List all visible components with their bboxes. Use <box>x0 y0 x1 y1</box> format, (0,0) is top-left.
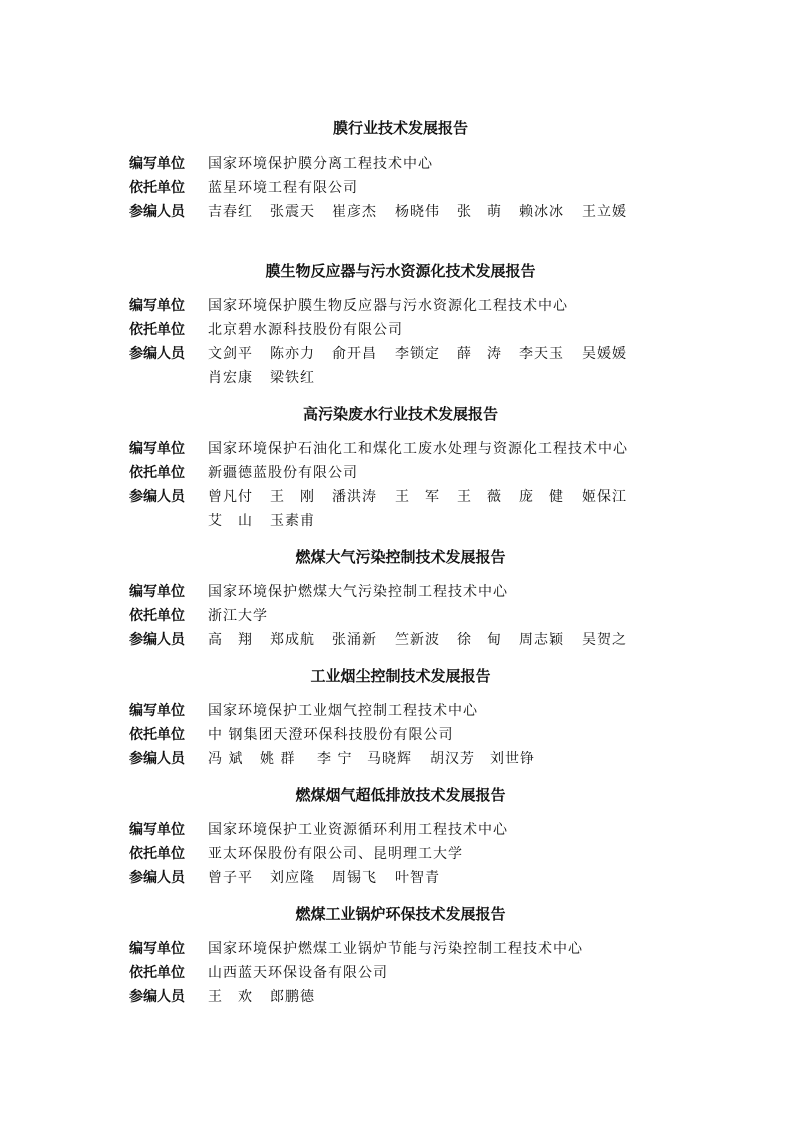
sponsor-value: 亚太环保股份有限公司、昆明理工大学 <box>208 846 463 862</box>
members-label: 参编人员 <box>129 870 185 886</box>
member-name: 刘应隆 <box>270 870 315 886</box>
sponsor-value: 蓝星环境工程有限公司 <box>208 180 358 196</box>
sponsor-value: 北京碧水源科技股份有限公司 <box>208 322 403 338</box>
report-title: 燃煤烟气超低排放技术发展报告 <box>295 786 506 804</box>
compiler-value: 国家环境保护工业资源循环利用工程技术中心 <box>208 822 508 838</box>
members-label: 参编人员 <box>129 346 185 362</box>
compiler-label: 编写单位 <box>129 703 185 719</box>
member-name: 马晓辉 <box>367 751 412 767</box>
member-name: 崔彦杰 <box>332 204 377 220</box>
member-name: 竺新波 <box>395 632 440 648</box>
member-name: 姬保江 <box>582 489 627 505</box>
sponsor-value: 浙江大学 <box>208 608 268 624</box>
member-name: 文剑平 <box>208 346 253 362</box>
member-name: 李 宁 <box>317 751 353 767</box>
compiler-value: 国家环境保护膜生物反应器与污水资源化工程技术中心 <box>208 298 568 314</box>
member-name: 曾凡付 <box>208 489 253 505</box>
member-name: 王立媛 <box>582 204 627 220</box>
sponsor-label: 依托单位 <box>129 608 185 624</box>
member-name: 张震天 <box>270 204 315 220</box>
member-name: 郑成航 <box>270 632 315 648</box>
sponsor-label: 依托单位 <box>129 965 185 981</box>
compiler-label: 编写单位 <box>129 441 185 457</box>
member-name: 陈亦力 <box>270 346 315 362</box>
report-title: 燃煤大气污染控制技术发展报告 <box>295 548 506 566</box>
member-name: 王 欢 <box>208 989 253 1005</box>
member-name: 周志颖 <box>519 632 564 648</box>
member-name: 王 薇 <box>457 489 502 505</box>
member-name: 张 萌 <box>457 204 502 220</box>
member-name: 李天玉 <box>519 346 564 362</box>
compiler-value: 国家环境保护燃煤工业锅炉节能与污染控制工程技术中心 <box>208 941 583 957</box>
compiler-label: 编写单位 <box>129 156 185 172</box>
members-label: 参编人员 <box>129 489 185 505</box>
report-title: 膜生物反应器与污水资源化技术发展报告 <box>265 262 536 280</box>
compiler-value: 国家环境保护石油化工和煤化工废水处理与资源化工程技术中心 <box>208 441 628 457</box>
member-name: 梁铁红 <box>270 370 315 386</box>
members-label: 参编人员 <box>129 989 185 1005</box>
member-name: 郎鹏德 <box>270 989 315 1005</box>
compiler-label: 编写单位 <box>129 941 185 957</box>
compiler-value: 国家环境保护膜分离工程技术中心 <box>208 156 433 172</box>
sponsor-label: 依托单位 <box>129 465 185 481</box>
member-name: 玉素甫 <box>270 513 315 529</box>
member-name: 高 翔 <box>208 632 253 648</box>
member-name: 艾 山 <box>208 513 253 529</box>
member-name: 张涌新 <box>332 632 377 648</box>
member-name: 吉春红 <box>208 204 253 220</box>
compiler-label: 编写单位 <box>129 298 185 314</box>
member-name: 薛 涛 <box>457 346 502 362</box>
compiler-label: 编写单位 <box>129 822 185 838</box>
member-name: 刘世铮 <box>490 751 535 767</box>
member-name: 赖冰冰 <box>519 204 564 220</box>
member-name: 王 军 <box>395 489 440 505</box>
members-label: 参编人员 <box>129 632 185 648</box>
member-name: 周锡飞 <box>332 870 377 886</box>
sponsor-value: 中 钢集团天澄环保科技股份有限公司 <box>208 727 454 743</box>
member-name: 潘洪涛 <box>332 489 377 505</box>
sponsor-label: 依托单位 <box>129 180 185 196</box>
sponsor-label: 依托单位 <box>129 846 185 862</box>
member-name: 吴贺之 <box>582 632 627 648</box>
compiler-value: 国家环境保护工业烟气控制工程技术中心 <box>208 703 478 719</box>
members-label: 参编人员 <box>129 204 185 220</box>
member-name: 叶智青 <box>395 870 440 886</box>
member-name: 吴媛媛 <box>582 346 627 362</box>
compiler-label: 编写单位 <box>129 584 185 600</box>
member-name: 俞开昌 <box>332 346 377 362</box>
member-name: 胡汉芳 <box>430 751 475 767</box>
sponsor-value: 新疆德蓝股份有限公司 <box>208 465 358 481</box>
member-name: 杨晓伟 <box>395 204 440 220</box>
member-name: 王 刚 <box>270 489 315 505</box>
member-name: 肖宏康 <box>208 370 253 386</box>
report-title: 工业烟尘控制技术发展报告 <box>310 667 491 685</box>
members-label: 参编人员 <box>129 751 185 767</box>
report-title: 高污染废水行业技术发展报告 <box>302 405 498 423</box>
member-name: 庞 健 <box>519 489 564 505</box>
sponsor-label: 依托单位 <box>129 727 185 743</box>
compiler-value: 国家环境保护燃煤大气污染控制工程技术中心 <box>208 584 508 600</box>
member-name: 曾子平 <box>208 870 253 886</box>
member-name: 冯 斌 <box>208 751 244 767</box>
member-name: 徐 甸 <box>457 632 502 648</box>
member-name: 姚 群 <box>260 751 296 767</box>
report-title: 膜行业技术发展报告 <box>332 119 468 137</box>
report-title: 燃煤工业锅炉环保技术发展报告 <box>295 905 506 923</box>
sponsor-value: 山西蓝天环保设备有限公司 <box>208 965 388 981</box>
sponsor-label: 依托单位 <box>129 322 185 338</box>
member-name: 李锁定 <box>395 346 440 362</box>
